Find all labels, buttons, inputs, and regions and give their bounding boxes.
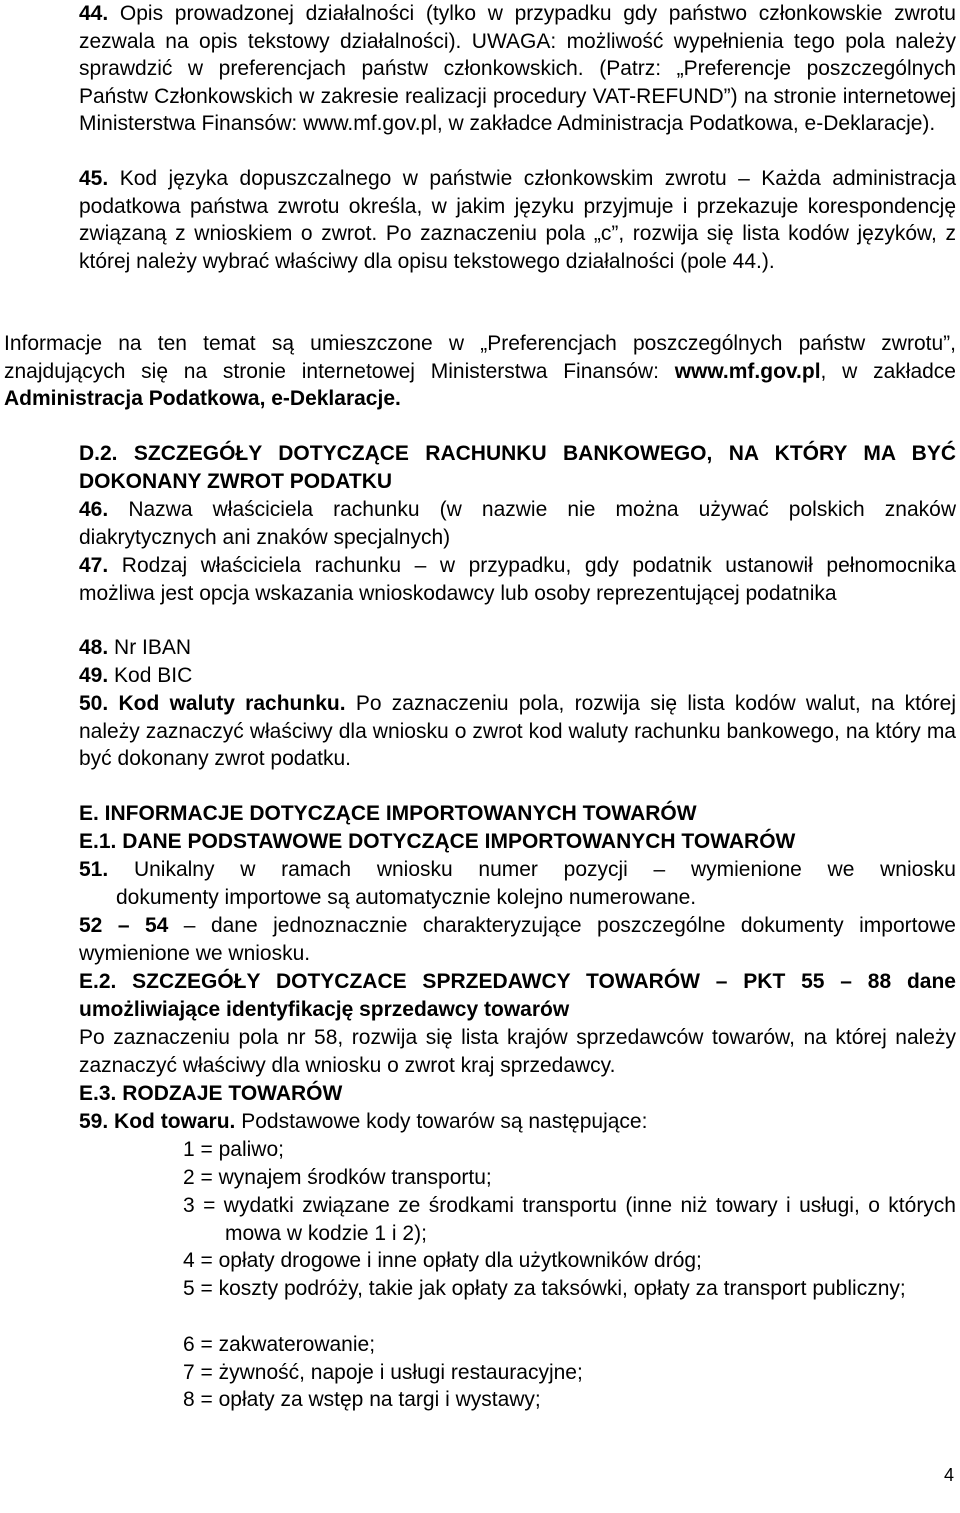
field-59-paragraph — [79, 1108, 956, 1136]
field-46-text: Nazwa właściciela rachunku (w nazwie nie można używać polskich znaków diakrytycznych ani znaków specjalnych) — [79, 498, 956, 549]
field-46-number: 46. — [79, 498, 109, 521]
field-52-54-paragraph — [79, 912, 956, 967]
list-item: 3 = wydatki związane ze środkami transportu (inne niż towary i usługi, o których mowa w kodzie 1 i 2); — [183, 1194, 956, 1245]
field-59-text: Podstawowe kody towarów są następujące: — [241, 1110, 648, 1133]
section-e1-heading: E.1. DANE PODSTAWOWE DOTYCZĄCE IMPORTOWANYCH TOWARÓW — [79, 830, 796, 853]
list-item: 5 = koszty podróży, takie jak opłaty za taksówki, opłaty za transport publiczny; — [183, 1277, 906, 1300]
field-46-paragraph — [79, 496, 956, 551]
section-e-heading: E. INFORMACJE DOTYCZĄCE IMPORTOWANYCH TOWARÓW — [79, 802, 697, 825]
section-e2-text: Po zaznaczeniu pola nr 58, rozwija się lista krajów sprzedawców towarów, na której należy zaznaczyć właściwy dla wniosku o zwrot kraj sprzedawcy. — [79, 1026, 956, 1077]
field-48-number: 48. — [79, 636, 109, 659]
info-text-2: , w zakładce — [820, 359, 956, 383]
field-48-text: Nr IBAN — [114, 636, 192, 659]
field-51-text-1: Unikalny w ramach wniosku numer pozycji – wymienione we wniosku — [133, 858, 956, 881]
list-item: 8 = opłaty za wstęp na targi i wystawy; — [183, 1388, 541, 1411]
field-52-54-text: – dane jednoznacznie charakteryzujące poszczególne dokumenty importowe wymienione we wniosku. — [79, 914, 956, 965]
info-text-1: Informacje na ten temat są umieszczone w „Preferencjach poszczególnych państw zwrotu”, znajdujących się na stronie internetowej Ministerstwa Finansów: — [4, 332, 956, 383]
field-51-number: 51. — [79, 858, 109, 881]
field-44-number: 44. — [79, 2, 109, 25]
list-item: 2 = wynajem środków transportu; — [183, 1166, 492, 1189]
ministry-url: www.mf.gov.pl — [674, 359, 821, 383]
field-44-text: Opis prowadzonej działalności (tylko w przypadku gdy państwo członkowskie zwrotu zezwala na opis tekstowy działalności). UWAGA: możliwość wypełnienia tego pola należy sprawdzić w preferencjach państw członkowskich. (Patrz: „Preferencje poszczególnych Państw Członkowskich w zakresie realizacji procedury VAT-REFUND”) na stronie internetowej Ministerstwa Finansów: www.mf.gov.pl, w zakładce Administracja Podatkowa, e-Deklaracje). — [79, 2, 956, 135]
section-e3-heading: E.3. RODZAJE TOWARÓW — [79, 1082, 343, 1105]
field-50-number: 50. — [79, 692, 109, 715]
field-49-text: Kod BIC — [114, 664, 193, 687]
page-number: 4 — [943, 1465, 954, 1485]
field-44-paragraph — [79, 0, 956, 138]
field-50-paragraph — [79, 690, 956, 773]
list-item: 7 = żywność, napoje i usługi restauracyjne; — [183, 1361, 583, 1384]
field-50-title: Kod waluty rachunku. — [118, 692, 346, 715]
field-47-number: 47. — [79, 554, 109, 577]
field-45-paragraph — [79, 165, 956, 275]
section-d2-heading: D.2. SZCZEGÓŁY DOTYCZĄCE RACHUNKU BANKOWEGO, NA KTÓRY MA BYĆ DOKONANY ZWROT PODATKU — [79, 442, 956, 493]
field-47-paragraph — [79, 552, 956, 607]
field-47-text: Rodzaj właściciela rachunku – w przypadku, gdy podatnik ustanowił pełnomocnika możliwa jest opcja wskazania wnioskodawcy lub osoby reprezentującej podatnika — [79, 554, 956, 605]
field-51-line-1 — [79, 856, 956, 884]
field-45-text: Kod języka dopuszczalnego w państwie członkowskim zwrotu – Każda administracja podatkowa państwa zwrotu określa, w jakim języku przyjmuje i przekazuje korespondencję związaną z wnioskiem o zwrot. Po zaznaczeniu pola „c”, rozwija się lista kodów języków, z której należy wybrać właściwy dla opisu tekstowego działalności (pole 44.). — [79, 167, 956, 273]
section-e2-heading: E.2. SZCZEGÓŁY DOTYCZACE SPRZEDAWCY TOWARÓW – PKT 55 – 88 dane umożliwiające identyfikację sprzedawcy towarów — [79, 970, 956, 1021]
field-48-paragraph — [79, 634, 956, 662]
field-51-text-2: dokumenty importowe są automatycznie kolejno numerowane. — [116, 886, 697, 909]
list-item: 4 = opłaty drogowe i inne opłaty dla użytkowników dróg; — [183, 1249, 702, 1272]
field-49-paragraph — [79, 662, 956, 690]
list-item: 6 = zakwaterowanie; — [183, 1333, 376, 1356]
info-bold-section: Administracja Podatkowa, e-Deklaracje. — [4, 387, 401, 410]
field-45-number: 45. — [79, 167, 109, 190]
field-50-text: Po zaznaczeniu pola, rozwija się lista kodów walut, na której należy zaznaczyć właściwy dla wniosku o zwrot kod waluty rachunku bankowego, na który ma być dokonany zwrot podatku. — [79, 692, 956, 770]
field-52-54-number: 52 – 54 — [79, 914, 169, 937]
list-item: 1 = paliwo; — [183, 1138, 284, 1161]
field-59-title: Kod towaru. — [114, 1110, 236, 1133]
info-paragraph — [4, 330, 956, 413]
field-49-number: 49. — [79, 664, 109, 687]
field-59-number: 59. — [79, 1110, 109, 1133]
